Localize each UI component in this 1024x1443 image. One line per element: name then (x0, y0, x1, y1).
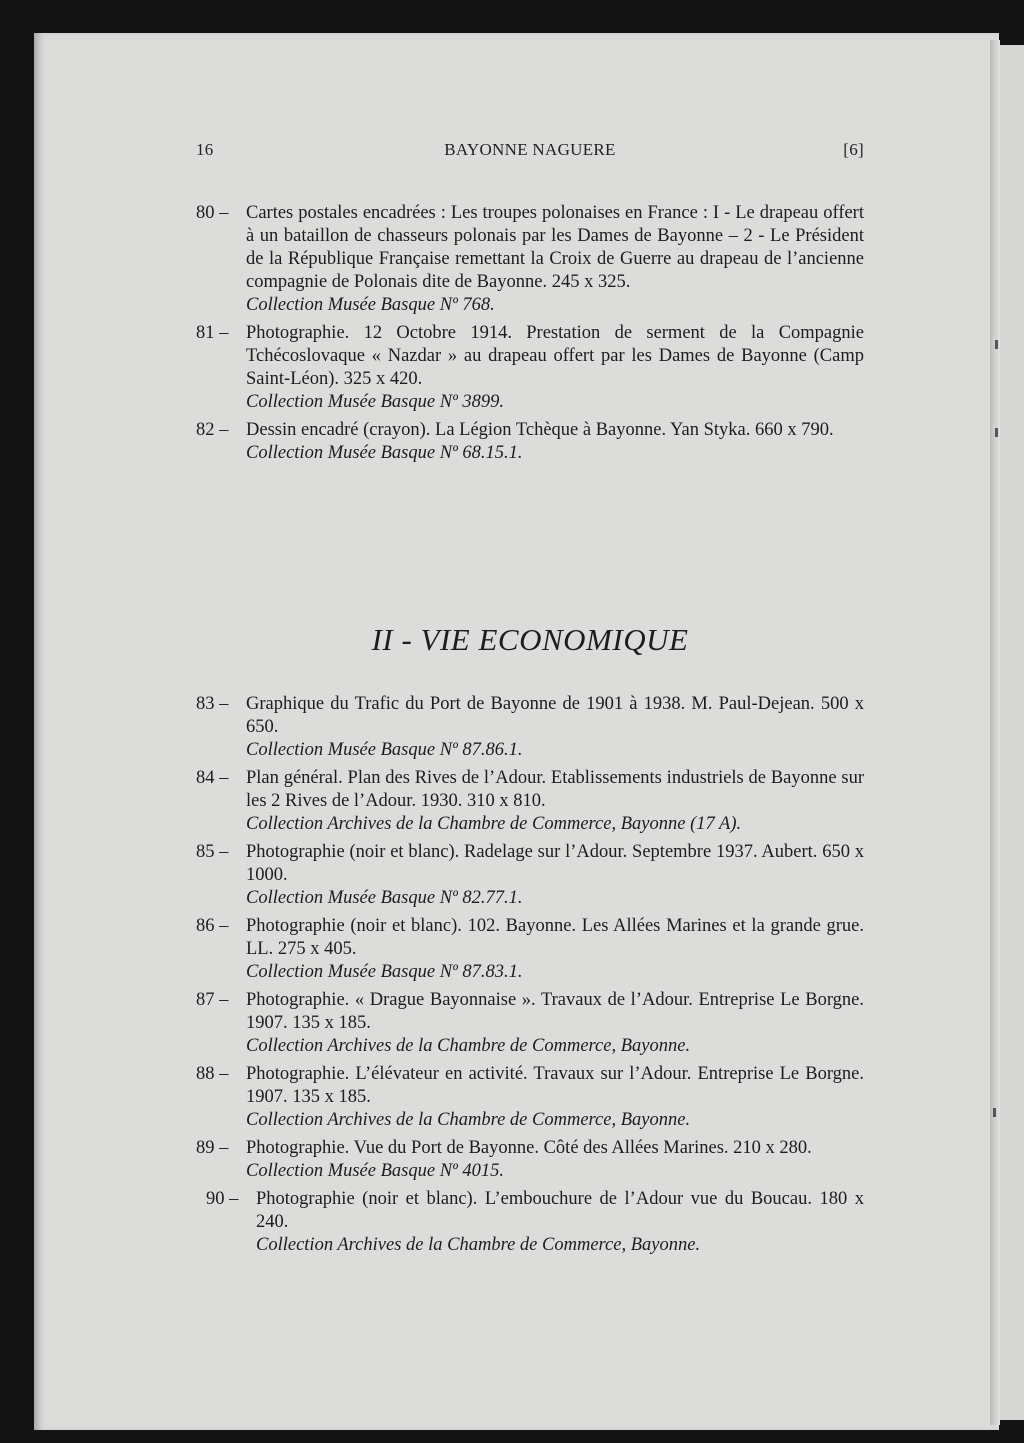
catalogue-entry (196, 989, 864, 1058)
catalogue-entry (196, 915, 864, 984)
running-title: BAYONNE NAGUERE (444, 140, 616, 159)
entry-text (246, 915, 864, 984)
entry-collection: Collection Musée Basque Nº 87.83.1. (246, 962, 523, 982)
page-number: 16 (196, 140, 214, 159)
entry-collection: Collection Archives de la Chambre de Commerce, Bayonne. (246, 1110, 691, 1130)
entry-number: 85 – (196, 842, 229, 862)
entry-collection: Collection Archives de la Chambre de Commerce, Bayonne. (246, 1036, 691, 1056)
entry-number: 88 – (196, 1064, 229, 1084)
entry-description: Photographie (noir et blanc). L’embouchure de l’Adour vue du Boucau. 180 x 240. (256, 1189, 864, 1232)
entry-description: Photographie (noir et blanc). 102. Bayonne. Les Allées Marines et la grande grue. LL. 275 x 405. (246, 916, 864, 959)
catalogue-entry (196, 767, 864, 836)
entry-collection: Collection Archives de la Chambre de Commerce, Bayonne. (256, 1235, 701, 1255)
entry-description: Photographie. L’élévateur en activité. Travaux sur l’Adour. Entreprise Le Borgne. 1907. 135 x 185. (246, 1064, 864, 1107)
entry-number: 84 – (196, 768, 229, 788)
entry-description: Graphique du Trafic du Port de Bayonne de 1901 à 1938. M. Paul-Dejean. 500 x 650. (246, 694, 864, 737)
entry-text (246, 1063, 864, 1132)
entry-description: Photographie (noir et blanc). Radelage sur l’Adour. Septembre 1937. Aubert. 650 x 1000. (246, 842, 864, 885)
entry-description: Photographie. Vue du Port de Bayonne. Côté des Allées Marines. 210 x 280. (246, 1138, 812, 1158)
entry-number: 80 – (196, 203, 229, 223)
entry-number: 87 – (196, 990, 229, 1010)
entry-collection: Collection Musée Basque Nº 68.15.1. (246, 443, 523, 463)
catalogue-entry (196, 202, 864, 317)
entry-text (246, 322, 864, 414)
page-tab-mark (995, 428, 998, 437)
entry-text (246, 841, 864, 910)
entry-number: 86 – (196, 916, 229, 936)
catalogue-entry (196, 1063, 864, 1132)
entry-collection: Collection Musée Basque Nº 82.77.1. (246, 888, 523, 908)
page-tab-mark (993, 1108, 996, 1117)
entry-number: 81 – (196, 323, 229, 343)
entry-collection: Collection Musée Basque Nº 4015. (246, 1161, 505, 1181)
page-tab-mark (995, 340, 998, 349)
entry-text (256, 1188, 864, 1257)
entry-text (246, 989, 864, 1058)
catalogue-entry (196, 419, 864, 465)
entry-text (246, 419, 864, 465)
entry-number: 83 – (196, 694, 229, 714)
entry-collection: Collection Musée Basque Nº 87.86.1. (246, 740, 523, 760)
entry-collection: Collection Musée Basque Nº 3899. (246, 392, 505, 412)
entry-text (246, 767, 864, 836)
entry-collection: Collection Musée Basque Nº 768. (246, 295, 495, 315)
catalogue-entry (196, 322, 864, 414)
page-gutter-edge (990, 40, 1000, 1425)
section-heading: II - VIE ECONOMIQUE (371, 622, 689, 657)
entry-description: Photographie. « Drague Bayonnaise ». Travaux de l’Adour. Entreprise Le Borgne. 1907. 135 x 185. (246, 990, 864, 1033)
facing-page-sliver (1000, 45, 1024, 1420)
entry-description: Plan général. Plan des Rives de l’Adour. Etablissements industriels de Bayonne sur les 2 Rives de l’Adour. 1930. 310 x 810. (246, 768, 864, 811)
entry-text (246, 693, 864, 762)
entry-text (246, 1137, 864, 1183)
catalogue-entry (206, 1188, 864, 1257)
entry-description: Cartes postales encadrées : Les troupes polonaises en France : I - Le drapeau offert à un bataillon de chasseurs polonais par les Dames de Bayonne – 2 - Le Président de la République Française remettant la Croix de Guerre au drapeau de l’ancienne compagnie de Polonais dite de Bayonne. 245 x 325. (246, 203, 864, 292)
catalogue-entry (196, 1137, 864, 1183)
running-header (196, 140, 864, 164)
section-reference: [6] (843, 140, 864, 159)
entry-number: 82 – (196, 420, 229, 440)
entry-description: Photographie. 12 Octobre 1914. Prestation de serment de la Compagnie Tchécoslovaque « Nazdar » au drapeau offert par les Dames de Bayonne (Camp Saint-Léon). 325 x 420. (246, 323, 864, 389)
entry-number: 90 – (206, 1189, 239, 1209)
entry-collection: Collection Archives de la Chambre de Commerce, Bayonne (17 A). (246, 814, 742, 834)
catalogue-entry (196, 693, 864, 762)
catalogue-entry (196, 841, 864, 910)
entry-description: Dessin encadré (crayon). La Légion Tchèque à Bayonne. Yan Styka. 660 x 790. (246, 420, 834, 440)
entry-text (246, 202, 864, 317)
catalogue-entries-top (196, 202, 864, 470)
catalogue-entries-bottom (196, 693, 864, 1262)
entry-number: 89 – (196, 1138, 229, 1158)
